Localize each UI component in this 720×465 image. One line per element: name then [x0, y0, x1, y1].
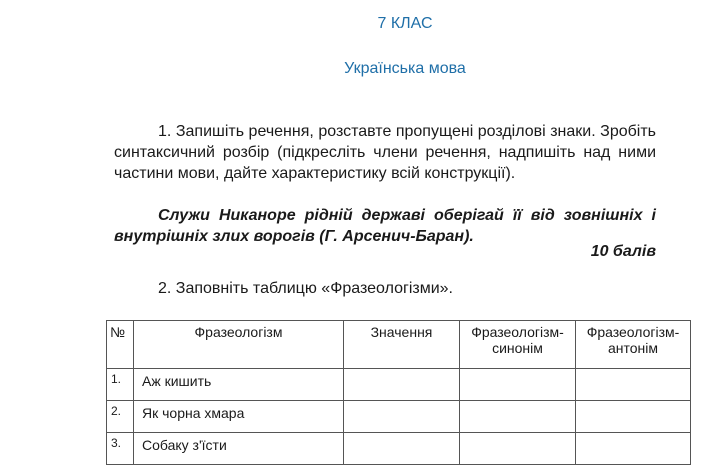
- task-1-instructions: 1. Запишіть речення, розставте пропущені розділові знаки. Зробіть синтаксичний розбір (підкресліть члени речення, надпишіть над ними частини мови, дайте характеристику всій конструкції).: [114, 123, 656, 182]
- row-meaning-cell[interactable]: [344, 401, 460, 433]
- row-number: 1.: [107, 369, 134, 401]
- header-antonym: Фразеологізм-антонім: [576, 321, 691, 369]
- row-number: 3.: [107, 433, 134, 465]
- table-row: [107, 369, 691, 401]
- row-meaning-cell[interactable]: [344, 369, 460, 401]
- table-row: [107, 433, 691, 465]
- row-antonym-cell[interactable]: [576, 401, 691, 433]
- row-synonym-cell[interactable]: [460, 433, 576, 465]
- row-number: 2.: [107, 401, 134, 433]
- row-synonym-cell[interactable]: [460, 401, 576, 433]
- task-2-instructions: 2. Заповніть таблицю «Фразеологізми».: [158, 280, 453, 297]
- header-synonym: Фразеологізм-синонім: [460, 321, 576, 369]
- header-number: №: [107, 321, 134, 369]
- row-meaning-cell[interactable]: [344, 433, 460, 465]
- row-phrase: Аж кишить: [134, 369, 344, 401]
- grade-heading: 7 КЛАС: [377, 15, 433, 32]
- table-row: [107, 401, 691, 433]
- row-synonym-cell[interactable]: [460, 369, 576, 401]
- subject-heading: Українська мова: [344, 60, 466, 77]
- row-phrase: Собаку з'їсти: [134, 433, 344, 465]
- row-antonym-cell[interactable]: [576, 433, 691, 465]
- phraseology-table: [106, 320, 691, 465]
- row-phrase: Як чорна хмара: [134, 401, 344, 433]
- row-antonym-cell[interactable]: [576, 369, 691, 401]
- header-phraseologism: Фразеологізм: [134, 321, 344, 369]
- task-1-sentence: Служи Никаноре рідній державі оберігай її від зовнішніх і внутрішніх злих ворогів (Г. Арсенич-Баран).: [114, 207, 656, 245]
- task-1-points: 10 балів: [590, 243, 656, 260]
- header-meaning: Значення: [344, 321, 460, 369]
- table-header-row: [107, 321, 691, 369]
